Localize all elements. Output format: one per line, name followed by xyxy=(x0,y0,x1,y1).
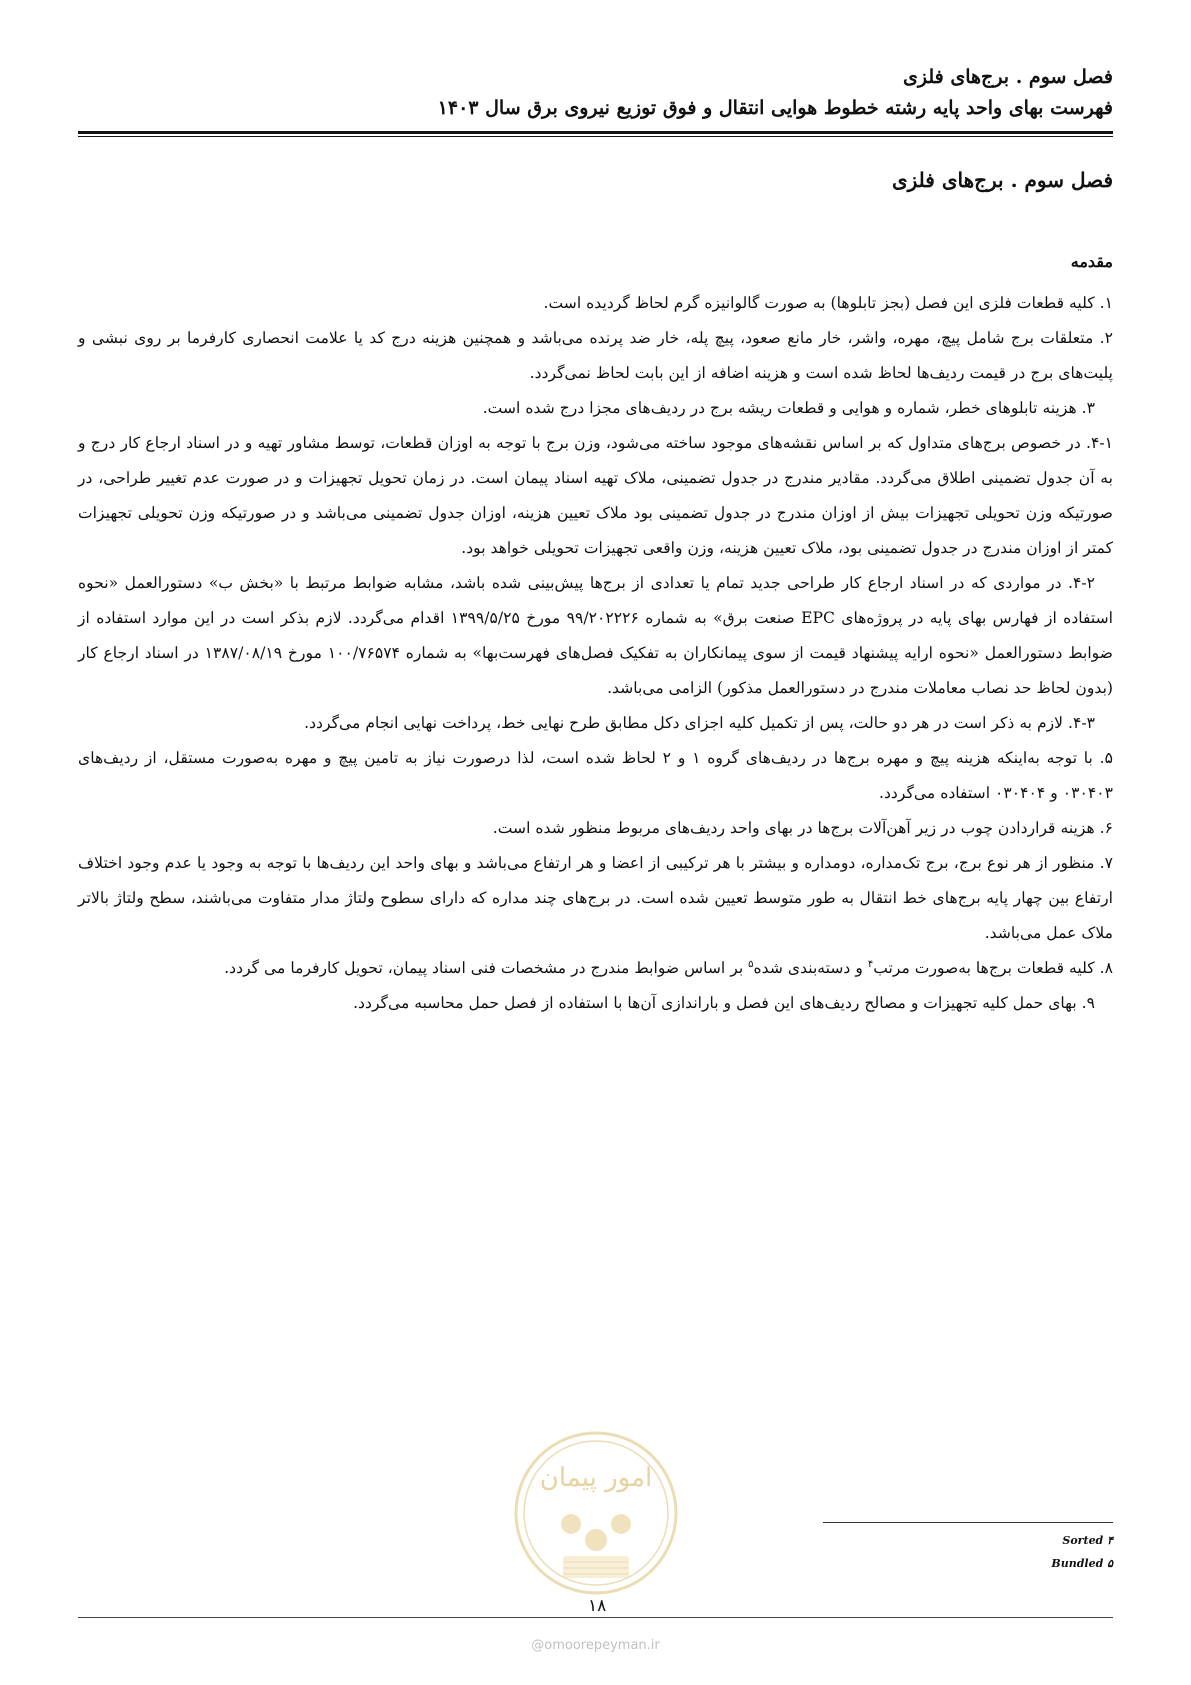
footnote-4: Sorted ۴ xyxy=(1062,1534,1113,1547)
item-8-part-a: ۸. کلیه قطعات برج‌ها به‌صورت مرتب xyxy=(873,959,1113,977)
footnote-ref-4[interactable]: ۴ xyxy=(867,958,874,970)
footnote-5: Bundled ۵ xyxy=(1051,1557,1113,1570)
item-1: ۱. کلیه قطعات فلزی این فصل (بجز تابلوها) به صورت گالوانیزه گرم لحاظ گردیده است. xyxy=(543,294,1113,312)
item-4-3: ۴-۳. لازم به ذکر است در هر دو حالت، پس از تکمیل کلیه اجزای دکل مطابق طرح نهایی خط، پرداخت نهایی انجام می‌گردد. xyxy=(304,714,1095,732)
item-2: ۲. متعلقات برج شامل پیچ، مهره، واشر، خار مانع صعود، پیچ پله، خار ضد پرنده می‌باشد و همچنین هزینه درج کد یا علامت انحصاری کارفرما بر روی نبشی و پلیت‌های برج در قیمت ردیف‌ها لحاظ شده است و هزینه اضافه از این بابت لحاظ نمی‌گردد. xyxy=(78,329,1113,382)
header-rule-thick xyxy=(78,131,1113,134)
item-9: ۹. بهای حمل کلیه تجهیزات و مصالح ردیف‌های این فصل و باراندازی آن‌ها با استفاده از فصل حمل محاسبه می‌گردد. xyxy=(353,994,1095,1012)
item-4-1: ۴-۱. در خصوص برج‌های متداول که بر اساس نقشه‌های موجود ساخته می‌شود، وزن برج با توجه به اوزان قطعات، توسط مشاور تهیه و در اسناد ارجاع کار درج و به آن جدول تضمینی اطلاق می‌گردد. مقادیر مندرج در جدول تضمینی، ملاک تهیه اسناد پیمان است. در زمان تحویل تجهیزات و در صورت عدم تغییر طراحی، در صورتیکه وزن تحویلی تجهیزات بیش از اوزان مندرج در جدول تضمینی بود ملاک تعیین هزینه، اوزان جدول تضمینی می‌باشد و در صورتیکه وزن تحویلی تجهیزات کمتر از اوزان مندرج در جدول تضمینی بود، ملاک تعیین هزینه، وزن واقعی تجهیزات تحویلی خواهد بود. xyxy=(78,434,1113,557)
running-header-title: فهرست بهای واحد پایه رشته خطوط هوایی انتقال و فوق توزیع نیروی برق سال ۱۴۰۳ xyxy=(437,97,1113,119)
item-3: ۳. هزینه تابلوهای خطر، شماره و هوایی و قطعات ریشه برج در ردیف‌های مجزا درج شده است. xyxy=(482,399,1095,417)
body-text xyxy=(78,286,1113,1021)
item-8-part-b: و دسته‌بندی شده xyxy=(753,959,868,977)
footer-rule xyxy=(78,1617,1113,1618)
page-number: ۱۸ xyxy=(580,1596,614,1616)
footnote-ref-5[interactable]: ۵ xyxy=(748,958,754,970)
watermark-url: @omoorepeyman.ir xyxy=(531,1638,660,1653)
item-8-part-c: بر اساس ضوابط مندرج در مشخصات فنی اسناد پیمان، تحویل کارفرما می گردد. xyxy=(224,959,749,977)
item-5: ۵. با توجه به‌اینکه هزینه پیچ و مهره برج‌ها در ردیف‌های گروه ۱ و ۲ لحاظ شده است، لذا درصورت نیاز به تامین پیچ و مهره به‌صورت مستقل، از ردیف‌های ۰۳۰۴۰۳ و ۰۳۰۴۰۴ استفاده می‌گردد. xyxy=(78,749,1113,802)
section-heading: مقدمه xyxy=(1070,252,1113,271)
chapter-title: فصل سوم . برج‌های فلزی xyxy=(891,168,1113,192)
item-4-2: ۴-۲. در مواردی که در اسناد ارجاع کار طراحی جدید تمام یا تعدادی از برج‌ها پیش‌بینی شده باشد، مشابه ضوابط مرتبط با «بخش ب» دستورالعمل «نحوه استفاده از فهارس بهای پایه در پروژه‌های EPC صنعت برق» به شماره ۹۹/۲۰۲۲۲۶ مورخ ۱۳۹۹/۵/۲۵ اقدام می‌گردد. لازم بذکر است در این موارد استفاده از ضوابط دستورالعمل «نحوه ارایه پیشنهاد قیمت از سوی پیمانکاران به تفکیک فصل‌های فهرست‌بها» به شماره ۱۰۰/۷۶۵۷۴ مورخ ۱۳۸۷/۰۸/۱۹ در اسناد ارجاع کار (بدون لحاظ حد نصاب معاملات مندرج در دستورالعمل مذکور) الزامی می‌باشد. xyxy=(78,574,1114,697)
seal-watermark-logo xyxy=(511,1428,681,1598)
running-header-chapter: فصل سوم . برج‌های فلزی xyxy=(903,66,1113,88)
item-6: ۶. هزینه قراردادن چوب در زیر آهن‌آلات برج‌ها در بهای واحد ردیف‌های مربوط منظور شده است. xyxy=(492,819,1113,837)
item-8 xyxy=(78,951,1113,986)
item-7: ۷. منظور از هر نوع برج، برج تک‌مداره، دومداره و بیشتر با هر ترکیبی از اعضا و هر ارتفاع می‌باشد و بهای واحد این ردیف‌ها با توجه به وجود یا عدم وجود اختلاف ارتفاع بین چهار پایه برج‌های خط انتقال به طور متوسط تعیین شده است. در برج‌های چند مداره که دارای سطوح ولتاژ مدار متفاوت می‌باشند، سطح ولتاژ بالاتر ملاک عمل می‌باشد. xyxy=(78,854,1113,942)
seal-text: امور پیمان xyxy=(539,1463,653,1493)
header-rule-thin xyxy=(78,136,1113,137)
footnote-separator xyxy=(823,1522,1113,1523)
